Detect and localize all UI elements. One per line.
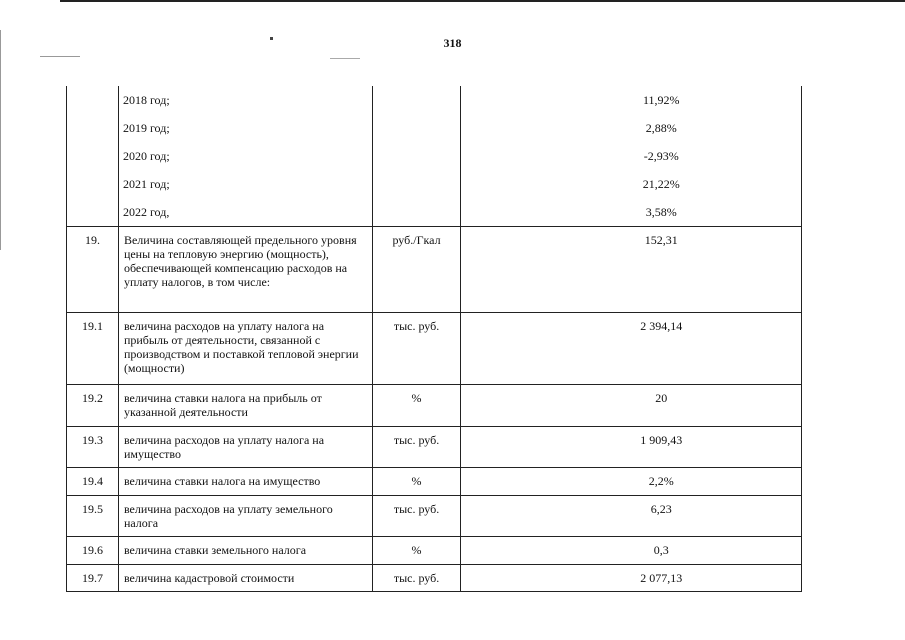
scan-speck: [330, 58, 360, 59]
row-name: величина расходов на уплату налога на имущество: [118, 427, 372, 468]
table-row: [67, 385, 802, 427]
year-label: 2018 год;: [122, 93, 170, 107]
row-value: 2 077,13: [461, 565, 802, 592]
scan-speck: [40, 56, 80, 57]
row-number: 19.: [67, 227, 119, 313]
table-row: [67, 565, 802, 592]
year-label: 2022 год,: [122, 205, 170, 219]
row-unit: %: [372, 468, 461, 496]
row-value: 2,2%: [461, 468, 802, 496]
year-value: 11,92%: [642, 93, 680, 107]
row-number: 19.7: [67, 565, 119, 592]
scan-edge: [0, 30, 1, 250]
year-value: -2,93%: [643, 149, 679, 163]
row-name: величина ставки налога на имущество: [118, 468, 372, 496]
tariff-table: [66, 86, 802, 592]
year-label: 2020 год;: [122, 149, 170, 163]
row-name: величина ставки налога на прибыль от указанной деятельности: [118, 385, 372, 427]
table-row: [67, 496, 802, 537]
year-label: 2019 год;: [122, 121, 170, 135]
row-value: 1 909,43: [461, 427, 802, 468]
row-name: величина расходов на уплату земельного налога: [118, 496, 372, 537]
row-unit: тыс. руб.: [372, 427, 461, 468]
year-label: 2021 год;: [122, 177, 170, 191]
year-value: 21,22%: [642, 177, 680, 191]
num-cell: [67, 86, 119, 227]
row-unit: руб./Гкал: [372, 227, 461, 313]
page-number: 318: [443, 36, 462, 50]
row-value: 20: [461, 385, 802, 427]
row-value: 2 394,14: [461, 313, 802, 385]
row-number: 19.5: [67, 496, 119, 537]
row-unit: тыс. руб.: [372, 496, 461, 537]
table-row: [67, 537, 802, 565]
table-row: [67, 468, 802, 496]
row-number: 19.1: [67, 313, 119, 385]
value-cell: [461, 86, 802, 227]
row-name: величина расходов на уплату налога на прибыль от деятельности, связанной с производством и поставкой тепловой энергии (мощности): [118, 313, 372, 385]
table-row: [67, 313, 802, 385]
row-value: 0,3: [461, 537, 802, 565]
row-name: величина кадастровой стоимости: [118, 565, 372, 592]
year-value: 3,58%: [645, 205, 677, 219]
table-row-years: [67, 86, 802, 227]
row-number: 19.4: [67, 468, 119, 496]
row-name: Величина составляющей предельного уровня цены на тепловую энергию (мощность), обеспечивающей компенсацию расходов на уплату налогов, в том числе:: [118, 227, 372, 313]
top-rule: [60, 0, 905, 2]
unit-cell: [372, 86, 461, 227]
year-value: 2,88%: [645, 121, 677, 135]
row-name: величина ставки земельного налога: [118, 537, 372, 565]
name-cell: [118, 86, 372, 227]
row-unit: %: [372, 385, 461, 427]
row-value: 6,23: [461, 496, 802, 537]
table-row: [67, 227, 802, 313]
table-row: [67, 427, 802, 468]
row-number: 19.3: [67, 427, 119, 468]
row-unit: %: [372, 537, 461, 565]
row-value: 152,31: [461, 227, 802, 313]
row-number: 19.6: [67, 537, 119, 565]
row-unit: тыс. руб.: [372, 565, 461, 592]
row-number: 19.2: [67, 385, 119, 427]
row-unit: тыс. руб.: [372, 313, 461, 385]
